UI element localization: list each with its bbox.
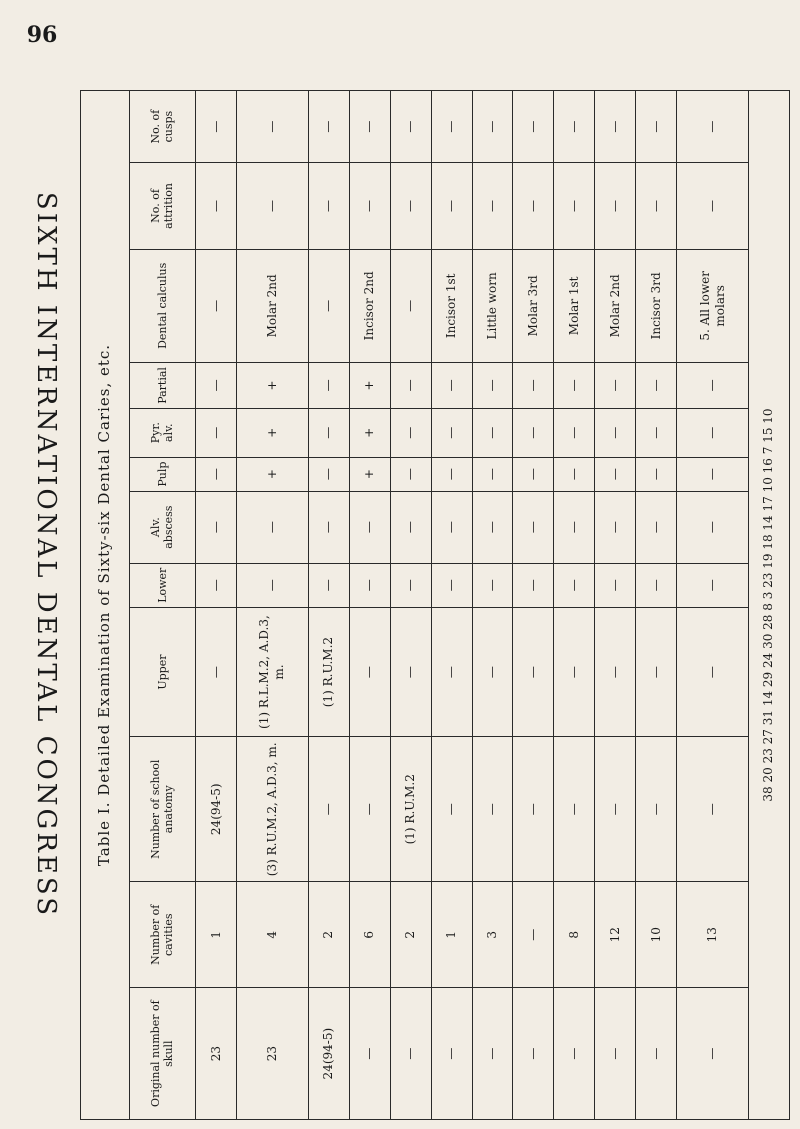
table-cell: Incisor 1st (431, 249, 472, 362)
table-cell: — (595, 607, 636, 737)
table-cell: — (554, 457, 595, 491)
table-cell: — (472, 408, 513, 457)
table-cell: — (636, 563, 677, 607)
table-cell: — (554, 737, 595, 882)
column-header: No. of attrition (129, 163, 196, 249)
table-row (595, 91, 636, 1120)
table-cell: + (349, 408, 390, 457)
table-cell: — (677, 408, 749, 457)
table-cell: — (308, 249, 349, 362)
table-cell: — (554, 607, 595, 737)
table-cell: (1) R.U.M.2 (390, 737, 431, 882)
table-cell: + (237, 457, 309, 491)
table-row (349, 91, 390, 1120)
table-cell: — (308, 491, 349, 563)
table-row (431, 91, 472, 1120)
table-cell: — (390, 607, 431, 737)
table-caption: Table I. Detailed Examination of Sixty-six Dental Caries, etc. (81, 91, 130, 1120)
table-cell: — (636, 457, 677, 491)
table-cell: — (196, 408, 237, 457)
table-cell: — (349, 91, 390, 163)
table-cell: — (472, 607, 513, 737)
table-cell: — (595, 408, 636, 457)
table-row (748, 91, 789, 1120)
table-cell: — (390, 163, 431, 249)
table-cell: Molar 1st (554, 249, 595, 362)
table-cell: 5. All lower molars (677, 249, 749, 362)
table-cell: — (513, 882, 554, 988)
table-cell: — (237, 491, 309, 563)
table-cell: — (472, 91, 513, 163)
column-header: Pulp (129, 457, 196, 491)
table-cell: 13 (677, 882, 749, 988)
running-header (0, 0, 80, 1129)
table-cell: — (431, 91, 472, 163)
table-cell: 8 (554, 882, 595, 988)
table-cell: — (595, 163, 636, 249)
table-cell: — (677, 363, 749, 409)
table-cell: (3) R.U.M.2, A.D.3, m. (237, 737, 309, 882)
table-cell: — (513, 491, 554, 563)
table-cell: — (431, 491, 472, 563)
table-cell: — (677, 457, 749, 491)
table-cell: + (237, 363, 309, 409)
table-cell: — (390, 249, 431, 362)
table-cell: — (196, 363, 237, 409)
table-cell: — (677, 607, 749, 737)
table-cell: — (431, 408, 472, 457)
table-cell: 1 (431, 882, 472, 988)
table-cell: (1) R.U.M.2 (308, 607, 349, 737)
table-cell: — (196, 457, 237, 491)
table-cell: — (196, 163, 237, 249)
table-cell: — (513, 91, 554, 163)
column-header: Original number of skull (129, 988, 196, 1120)
page-number: 96 (26, 22, 58, 48)
table-cell: — (196, 607, 237, 737)
table-cell: — (431, 737, 472, 882)
column-header: Number of school anatomy (129, 737, 196, 882)
table-cell: — (595, 988, 636, 1120)
table-cell: — (636, 408, 677, 457)
table-cell: — (554, 91, 595, 163)
table-cell: — (636, 491, 677, 563)
table-cell: 24(94-5) (196, 737, 237, 882)
table-cell: — (595, 363, 636, 409)
table-cell: 3 (472, 882, 513, 988)
table-cell: Incisor 2nd (349, 249, 390, 362)
table-cell: 2 (390, 882, 431, 988)
table-frame (80, 90, 790, 1120)
table-cell: Molar 2nd (237, 249, 309, 362)
table-cell: — (513, 163, 554, 249)
table-cell: — (513, 408, 554, 457)
table-cell: — (349, 988, 390, 1120)
table-cell: — (595, 737, 636, 882)
table-cell: — (636, 988, 677, 1120)
table-cell: — (595, 457, 636, 491)
table-row (237, 91, 309, 1120)
table-cell: — (677, 163, 749, 249)
table-cell: — (677, 563, 749, 607)
table-cell: — (554, 988, 595, 1120)
table-cell: — (196, 249, 237, 362)
examination-table (80, 90, 790, 1120)
column-header: Lower (129, 563, 196, 607)
table-row (636, 91, 677, 1120)
table-cell: — (431, 163, 472, 249)
column-header: Alv. abscess (129, 491, 196, 563)
running-title: SIXTH INTERNATIONAL DENTAL CONGRESS (31, 191, 61, 919)
table-cell: 4 (237, 882, 309, 988)
table-cell: — (513, 607, 554, 737)
table-cell: — (237, 163, 309, 249)
table-cell: — (595, 563, 636, 607)
table-cell: — (472, 563, 513, 607)
table-cell: — (513, 563, 554, 607)
table-cell: — (595, 491, 636, 563)
table-cell: — (554, 408, 595, 457)
table-row (308, 91, 349, 1120)
table-cell: + (349, 363, 390, 409)
table-cell: — (196, 91, 237, 163)
table-cell: — (472, 491, 513, 563)
table-cell: — (237, 91, 309, 163)
table-cell: + (237, 408, 309, 457)
table-cell: — (390, 563, 431, 607)
column-header: Pyr. alv. (129, 408, 196, 457)
table-cell: Little worn (472, 249, 513, 362)
table-cell: — (472, 457, 513, 491)
table-cell: — (308, 737, 349, 882)
table-cell: — (349, 737, 390, 882)
table-cell: — (677, 737, 749, 882)
table-cell: — (349, 163, 390, 249)
table-cell: 12 (595, 882, 636, 988)
table-cell: 1 (196, 882, 237, 988)
column-header: No. of cusps (129, 91, 196, 163)
table-cell: — (636, 91, 677, 163)
table-row (513, 91, 554, 1120)
table-cell: — (513, 988, 554, 1120)
table-cell: — (431, 563, 472, 607)
table-row (472, 91, 513, 1120)
table-cell: — (595, 91, 636, 163)
table-cell: — (554, 563, 595, 607)
table-row (554, 91, 595, 1120)
table-cell: — (390, 91, 431, 163)
table-cell: — (308, 91, 349, 163)
table-cell: — (390, 363, 431, 409)
table-cell: — (390, 988, 431, 1120)
table-cell: + (349, 457, 390, 491)
column-header: Number of cavities (129, 882, 196, 988)
column-header: Upper (129, 607, 196, 737)
table-cell: 23 (237, 988, 309, 1120)
table-cell: — (308, 163, 349, 249)
table-cell: — (308, 457, 349, 491)
table-cell: — (431, 363, 472, 409)
table-cell: 23 (196, 988, 237, 1120)
table-row (677, 91, 749, 1120)
table-cell: — (513, 737, 554, 882)
table-cell: — (390, 491, 431, 563)
table-cell: 2 (308, 882, 349, 988)
table-cell: — (390, 408, 431, 457)
table-cell: Molar 2nd (595, 249, 636, 362)
table-cell: — (308, 363, 349, 409)
column-header: Partial (129, 363, 196, 409)
table-cell: — (308, 408, 349, 457)
table-cell: (1) R.L.M.2, A.D.3, m. (237, 607, 309, 737)
table-cell: — (677, 91, 749, 163)
table-cell: — (237, 563, 309, 607)
table-cell: — (349, 607, 390, 737)
table-cell: — (431, 988, 472, 1120)
table-cell: Molar 3rd (513, 249, 554, 362)
table-cell: 24(94-5) (308, 988, 349, 1120)
table-cell: — (636, 607, 677, 737)
table-cell: — (636, 163, 677, 249)
table-cell: — (677, 491, 749, 563)
table-cell: — (472, 363, 513, 409)
table-cell: — (431, 457, 472, 491)
table-cell: — (349, 563, 390, 607)
table-cell: — (677, 988, 749, 1120)
column-header: Dental calculus (129, 249, 196, 362)
table-cell: 6 (349, 882, 390, 988)
table-cell: — (196, 491, 237, 563)
table-cell: — (636, 363, 677, 409)
table-cell: — (554, 363, 595, 409)
table-cell: — (472, 737, 513, 882)
table-cell: — (472, 988, 513, 1120)
table-cell: — (390, 457, 431, 491)
table-cell: — (431, 607, 472, 737)
table-row (390, 91, 431, 1120)
table-cell: Incisor 3rd (636, 249, 677, 362)
table-cell: — (513, 457, 554, 491)
table-cell: — (636, 737, 677, 882)
table-cell: — (472, 163, 513, 249)
table-cell: — (513, 363, 554, 409)
table-cell: — (308, 563, 349, 607)
table-cell: — (554, 163, 595, 249)
table-cell: — (349, 491, 390, 563)
table-cell: — (554, 491, 595, 563)
table-cell: — (196, 563, 237, 607)
table-row (196, 91, 237, 1120)
side-numbers: 38 20 23 27 31 14 29 24 30 28 8 3 23 19 18 14 17 10 16 7 15 10 (748, 91, 789, 1120)
table-cell: 10 (636, 882, 677, 988)
